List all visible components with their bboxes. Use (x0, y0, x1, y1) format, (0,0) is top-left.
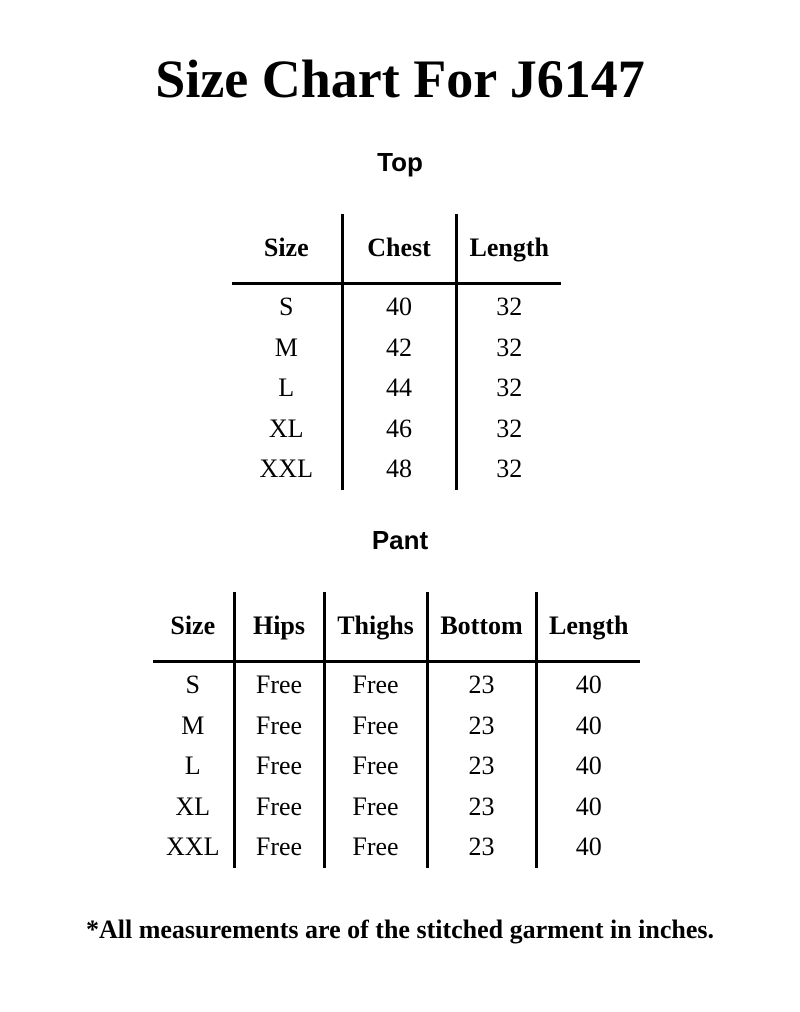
table-row (153, 662, 640, 706)
table-cell: Free (234, 706, 324, 747)
table-cell: 23 (427, 706, 536, 747)
table-cell: 40 (536, 827, 640, 868)
table-cell: Free (324, 787, 427, 828)
table-cell: 23 (427, 662, 536, 706)
table-cell: 40 (536, 706, 640, 747)
table-cell: 32 (456, 449, 561, 490)
table-cell: XL (175, 791, 211, 821)
table-cell: L (278, 373, 295, 403)
table-row (153, 706, 640, 747)
table-cell: S (185, 670, 200, 700)
column-header-bottom: Bottom (427, 592, 536, 662)
column-header-length: Length (456, 214, 561, 284)
table-cell: 32 (456, 409, 561, 450)
table-cell: Free (234, 662, 324, 706)
table-cell: 23 (427, 746, 536, 787)
table-row (153, 827, 640, 868)
table-cell: Free (234, 746, 324, 787)
table-cell: XXL (259, 454, 313, 484)
table-cell: 40 (536, 746, 640, 787)
table-cell: 32 (456, 328, 561, 369)
column-header-chest: Chest (342, 214, 456, 284)
table-cell: 23 (427, 787, 536, 828)
table-cell: 40 (536, 662, 640, 706)
table-cell: Free (324, 662, 427, 706)
page-title: Size Chart For J6147 (155, 49, 645, 109)
top-section-heading: Top (377, 147, 423, 177)
table-cell: 23 (427, 827, 536, 868)
table-row (153, 787, 640, 828)
column-header-size: Size (232, 214, 342, 284)
table-cell: 42 (342, 328, 456, 369)
table-row (232, 284, 561, 328)
table-cell: 48 (342, 449, 456, 490)
table-cell: 32 (456, 284, 561, 328)
table-row (232, 368, 561, 409)
table-cell: M (181, 710, 205, 740)
column-header-thighs: Thighs (324, 592, 427, 662)
column-header-size: Size (153, 592, 234, 662)
table-row (232, 328, 561, 369)
table-cell: 32 (456, 368, 561, 409)
table-cell: M (274, 332, 298, 362)
top-size-table (232, 214, 561, 490)
pant-section-heading: Pant (371, 525, 429, 555)
table-row (232, 409, 561, 450)
table-header-row (232, 214, 561, 284)
table-cell: S (279, 292, 294, 322)
table-cell: Free (234, 827, 324, 868)
table-cell: 40 (342, 284, 456, 328)
table-cell: XL (268, 413, 304, 443)
table-cell: 46 (342, 409, 456, 450)
pant-size-table (153, 592, 640, 868)
measurement-footnote: *All measurements are of the stitched garment in inches. (85, 915, 714, 944)
table-row (232, 449, 561, 490)
column-header-length: Length (536, 592, 640, 662)
table-cell: 44 (342, 368, 456, 409)
table-header-row (153, 592, 640, 662)
table-cell: XXL (166, 832, 220, 862)
table-cell: Free (324, 746, 427, 787)
table-cell: Free (324, 706, 427, 747)
column-header-hips: Hips (234, 592, 324, 662)
table-row (153, 746, 640, 787)
table-cell: Free (324, 827, 427, 868)
table-cell: Free (234, 787, 324, 828)
table-cell: L (184, 751, 201, 781)
table-cell: 40 (536, 787, 640, 828)
